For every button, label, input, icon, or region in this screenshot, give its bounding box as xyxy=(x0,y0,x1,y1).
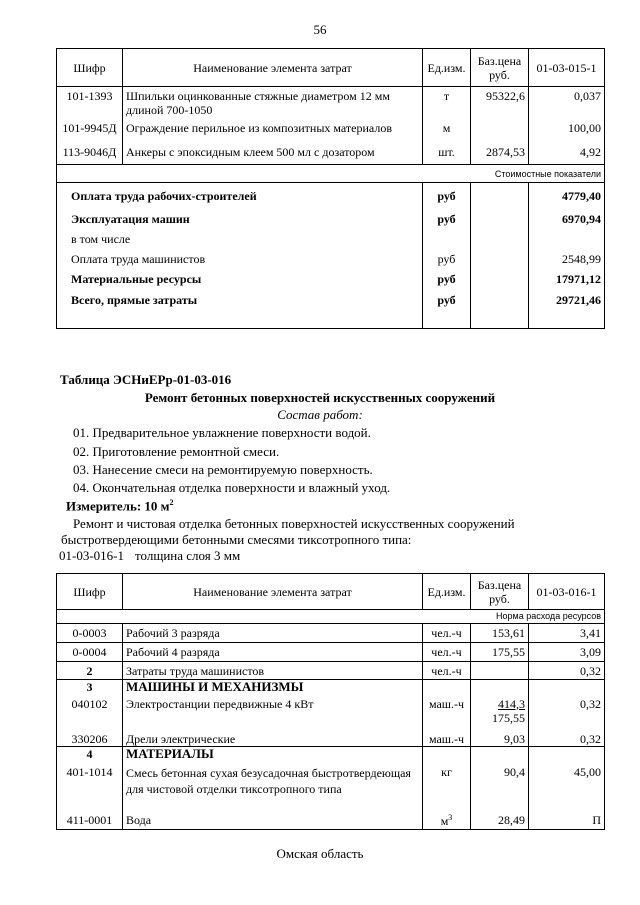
cell-value: 3,41 xyxy=(529,624,605,643)
cost-row xyxy=(57,209,605,229)
table-row xyxy=(57,87,605,119)
table-header xyxy=(57,49,605,87)
cost-unit: руб xyxy=(423,289,471,311)
subheader-row xyxy=(57,165,605,183)
cell-price: 28,49 xyxy=(471,811,529,830)
cost-value: 4779,40 xyxy=(529,183,605,209)
work-step: 04. Окончательная отделка поверхности и влажный уход. xyxy=(73,480,391,495)
cell-value: 0,32 xyxy=(529,697,605,730)
resource-table-01-03-016 xyxy=(56,573,605,830)
cell-unit: чел.-ч xyxy=(423,643,471,662)
cell-unit: чел.-ч xyxy=(423,662,471,680)
price-primary: 414,3 xyxy=(498,696,525,711)
section-name: МАТЕРИАЛЫ xyxy=(123,747,423,763)
header-norm-code: 01-03-015-1 xyxy=(529,49,605,87)
cell-unit: м xyxy=(423,119,471,141)
description-line: быстротвердеющими бетонными смесями тиксотропного типа: xyxy=(61,532,412,547)
cell-value: П xyxy=(529,811,605,830)
section-row xyxy=(57,680,605,697)
meter-label xyxy=(66,498,174,514)
header-price: Баз.цена руб. xyxy=(471,574,529,610)
meter-sup: 2 xyxy=(169,498,174,507)
subheader-resource-norms: Норма расхода ресурсов xyxy=(57,610,605,624)
section-subtitle: Ремонт бетонных поверхностей искусственных сооружений xyxy=(144,390,496,405)
cell-code: 101-1393 xyxy=(57,87,123,119)
cell-name: Смесь бетонная сухая безусадочная быстротвердеющая для чистовой отделки тиксотропного типа xyxy=(123,763,423,811)
cell-price: 95322,6 xyxy=(471,87,529,119)
cost-name: Материальные ресурсы xyxy=(57,269,423,289)
cell-price: 9,03 xyxy=(471,730,529,747)
cost-name: Оплата труда рабочих-строителей xyxy=(57,183,423,209)
work-step: 02. Приготовление ремонтной смеси. xyxy=(73,444,280,459)
cell-value: 0,32 xyxy=(529,730,605,747)
work-step: 01. Предварительное увлажнение поверхности водой. xyxy=(73,425,371,440)
header-name: Наименование элемента затрат xyxy=(123,574,423,610)
table-row xyxy=(57,730,605,747)
cell-name: Рабочий 4 разряда xyxy=(123,643,423,662)
cell-name: Рабочий 3 разряда xyxy=(123,624,423,643)
cell-unit: чел.-ч xyxy=(423,624,471,643)
cost-value: 29721,46 xyxy=(529,289,605,311)
cell-price: 2874,53 xyxy=(471,141,529,165)
table-header xyxy=(57,574,605,610)
cell-value: 0,32 xyxy=(529,662,605,680)
cell-name: Вода xyxy=(123,811,423,830)
cell-code: 411-0001 xyxy=(57,811,123,830)
cell-name: Шпильки оцинкованные стяжные диаметром 12 мм длиной 700-1050 xyxy=(123,87,423,119)
cell-price: 153,61 xyxy=(471,624,529,643)
cell-code: 040102 xyxy=(57,697,123,730)
table-title: Таблица ЭСНиЕРр-01-03-016 xyxy=(60,372,232,387)
page-number: 56 xyxy=(313,22,327,37)
cell-name: Ограждение перильное из композитных материалов xyxy=(123,119,423,141)
cell-code: 0-0003 xyxy=(57,624,123,643)
cost-row xyxy=(57,183,605,209)
cell-name: Электростанции передвижные 4 кВт xyxy=(123,697,423,730)
cost-name: Эксплуатация машин xyxy=(57,209,423,229)
composition-label: Состав работ: xyxy=(277,407,363,422)
cost-table-01-03-015 xyxy=(56,48,605,329)
cell-value: 4,92 xyxy=(529,141,605,165)
cost-row xyxy=(57,249,605,269)
cell-price: 90,4 xyxy=(471,763,529,811)
cost-value: 6970,94 xyxy=(529,209,605,229)
cell-name: Дрели электрические xyxy=(123,730,423,747)
table-spacer-row xyxy=(57,311,605,329)
cell-value: 3,09 xyxy=(529,643,605,662)
cell-unit xyxy=(423,811,471,830)
cell-value: 0,037 xyxy=(529,87,605,119)
cell-unit: т xyxy=(423,87,471,119)
cost-row xyxy=(57,229,605,249)
cell-code: 401-1014 xyxy=(57,763,123,811)
section-code: 3 xyxy=(57,680,123,697)
description-line: Ремонт и чистовая отделка бетонных поверхностей искусственных сооружений xyxy=(73,516,515,531)
cost-value: 2548,99 xyxy=(529,249,605,269)
section-code: 4 xyxy=(57,747,123,763)
cell-value: 100,00 xyxy=(529,119,605,141)
cell-code: 101-9945Д xyxy=(57,119,123,141)
cell-code: 0-0004 xyxy=(57,643,123,662)
subheader-row xyxy=(57,610,605,624)
price-secondary: 175,55 xyxy=(492,710,525,725)
unit-sup: 3 xyxy=(448,813,453,823)
page-footer: Омская область xyxy=(276,846,364,861)
cost-unit: руб xyxy=(423,209,471,229)
work-step: 03. Нанесение смеси на ремонтируемую поверхность. xyxy=(73,462,373,477)
cost-unit: руб xyxy=(423,249,471,269)
cell-value: 45,00 xyxy=(529,763,605,811)
cell-code: 2 xyxy=(57,662,123,680)
variant-code: 01-03-016-1 xyxy=(59,548,124,563)
table-row xyxy=(57,662,605,680)
cost-name: в том числе xyxy=(57,229,423,249)
table-row xyxy=(57,624,605,643)
table-row xyxy=(57,643,605,662)
table-row xyxy=(57,811,605,830)
cost-name: Всего, прямые затраты xyxy=(57,289,423,311)
subheader-cost-indicators: Стоимостные показатели xyxy=(57,165,605,183)
header-code: Шифр xyxy=(57,574,123,610)
meter-text: Измеритель: 10 м xyxy=(66,498,170,514)
cost-name: Оплата труда машинистов xyxy=(57,249,423,269)
table-row xyxy=(57,697,605,730)
cell-unit: шт. xyxy=(423,141,471,165)
cost-row xyxy=(57,289,605,311)
cell-price: 175,55 xyxy=(471,643,529,662)
cell-unit: маш.-ч xyxy=(423,730,471,747)
cost-unit: руб xyxy=(423,269,471,289)
cell-price xyxy=(471,119,529,141)
cell-code: 113-9046Д xyxy=(57,141,123,165)
section-row xyxy=(57,747,605,763)
section-name: МАШИНЫ И МЕХАНИЗМЫ xyxy=(123,680,423,697)
cell-name: Затраты труда машинистов xyxy=(123,662,423,680)
header-code: Шифр xyxy=(57,49,123,87)
cell-price xyxy=(471,662,529,680)
variant-description: толщина слоя 3 мм xyxy=(135,548,241,563)
table-row xyxy=(57,119,605,141)
header-unit: Ед.изм. xyxy=(423,574,471,610)
header-name: Наименование элемента затрат xyxy=(123,49,423,87)
unit-text: м xyxy=(440,814,449,829)
cell-name: Анкеры с эпоксидным клеем 500 мл с дозатором xyxy=(123,141,423,165)
header-price: Баз.цена руб. xyxy=(471,49,529,87)
cost-unit: руб xyxy=(423,183,471,209)
table-row xyxy=(57,763,605,811)
header-unit: Ед.изм. xyxy=(423,49,471,87)
cell-unit: кг xyxy=(423,763,471,811)
cell-price xyxy=(471,697,529,730)
cell-unit: маш.-ч xyxy=(423,697,471,730)
cost-row xyxy=(57,269,605,289)
cell-code: 330206 xyxy=(57,730,123,747)
header-norm-code: 01-03-016-1 xyxy=(529,574,605,610)
table-row xyxy=(57,141,605,165)
cost-value: 17971,12 xyxy=(529,269,605,289)
